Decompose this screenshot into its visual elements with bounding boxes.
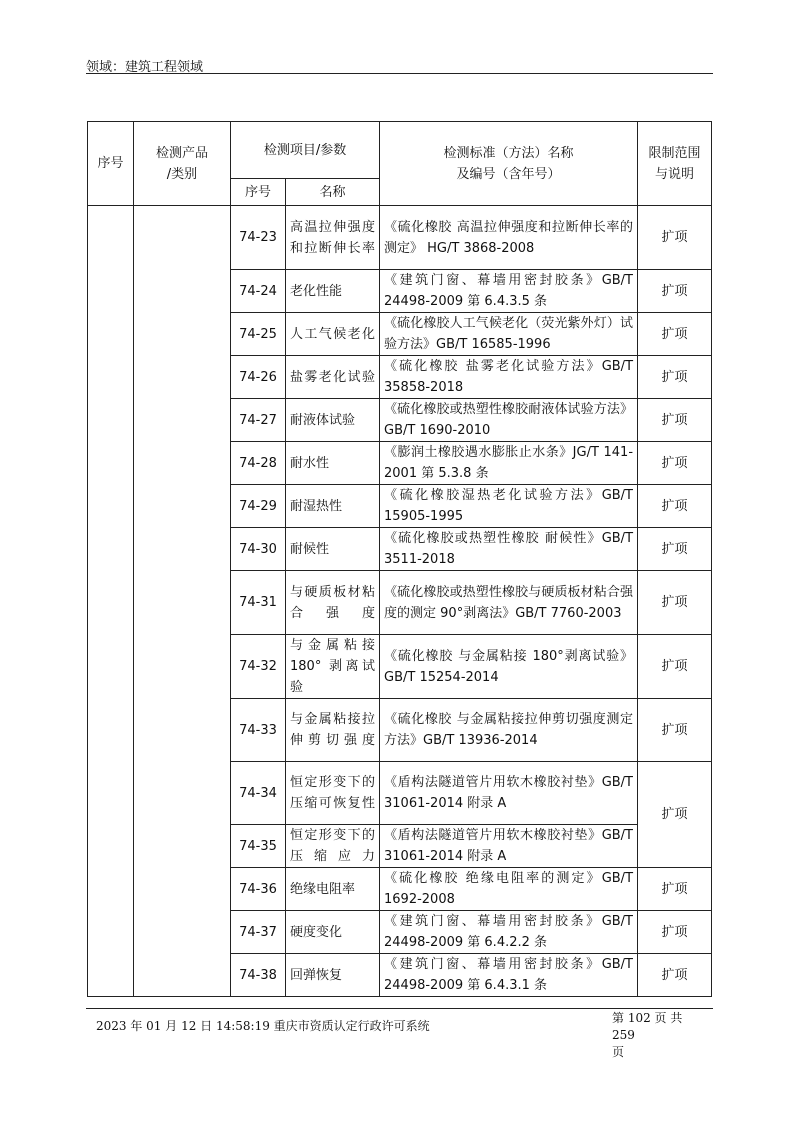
footer-page-number: 第 102 页 共 259 页	[612, 1011, 683, 1059]
item-no: 74-24	[231, 270, 286, 313]
item-standard: 《硫化橡胶 绝缘电阻率的测定》GB/T 1692-2008	[380, 868, 638, 911]
item-name: 耐水性	[286, 442, 380, 485]
item-limit: 扩项	[638, 399, 712, 442]
item-standard: 《硫化橡胶 与金属粘接 180°剥离试验》GB/T 15254-2014	[380, 635, 638, 699]
header-standard: 检测标准（方法）名称 及编号（含年号）	[380, 122, 638, 206]
header-category: 检测产品 /类别	[134, 122, 231, 206]
item-name: 高温拉伸强度和拉断伸长率	[286, 206, 380, 270]
item-name: 与金属粘接拉伸剪切强度	[286, 699, 380, 762]
item-name: 硬度变化	[286, 911, 380, 954]
item-limit: 扩项	[638, 528, 712, 571]
item-standard: 《建筑门窗、幕墙用密封胶条》GB/T 24498-2009 第 6.4.3.1 条	[380, 954, 638, 997]
item-no: 74-38	[231, 954, 286, 997]
item-limit: 扩项	[638, 911, 712, 954]
item-standard: 《盾构法隧道管片用软木橡胶衬垫》GB/T 31061-2014 附录 A	[380, 825, 638, 868]
footer-timestamp-system: 2023 年 01 月 12 日 14:58:19 重庆市资质认定行政许可系统	[96, 1019, 430, 1033]
item-standard: 《硫化橡胶或热塑性橡胶 耐候性》GB/T 3511-2018	[380, 528, 638, 571]
item-standard: 《硫化橡胶或热塑性橡胶耐液体试验方法》GB/T 1690-2010	[380, 399, 638, 442]
item-no: 74-34	[231, 762, 286, 825]
item-no: 74-33	[231, 699, 286, 762]
item-limit: 扩项	[638, 954, 712, 997]
header-item-name: 名称	[286, 179, 380, 206]
item-limit: 扩项	[638, 442, 712, 485]
item-name: 与硬质板材粘合强度	[286, 571, 380, 635]
item-no: 74-37	[231, 911, 286, 954]
item-name: 人工气候老化	[286, 313, 380, 356]
item-no: 74-23	[231, 206, 286, 270]
item-name: 与金属粘接180° 剥离试验	[286, 635, 380, 699]
item-standard: 《硫化橡胶人工气候老化（荧光紫外灯）试验方法》GB/T 16585-1996	[380, 313, 638, 356]
item-standard: 《硫化橡胶 与金属粘接拉伸剪切强度测定方法》GB/T 13936-2014	[380, 699, 638, 762]
item-name: 盐雾老化试验	[286, 356, 380, 399]
header-divider	[86, 73, 713, 74]
item-limit: 扩项	[638, 206, 712, 270]
item-no: 74-31	[231, 571, 286, 635]
item-limit: 扩项	[638, 356, 712, 399]
item-no: 74-32	[231, 635, 286, 699]
table-row	[88, 206, 712, 270]
header-seq: 序号	[88, 122, 134, 206]
item-no: 74-29	[231, 485, 286, 528]
item-limit: 扩项	[638, 762, 712, 868]
item-limit: 扩项	[638, 571, 712, 635]
item-limit: 扩项	[638, 485, 712, 528]
seq-cell	[88, 206, 134, 997]
item-standard: 《硫化橡胶湿热老化试验方法》GB/T 15905-1995	[380, 485, 638, 528]
item-standard: 《建筑门窗、幕墙用密封胶条》GB/T 24498-2009 第 6.4.3.5 条	[380, 270, 638, 313]
item-name: 耐候性	[286, 528, 380, 571]
item-limit: 扩项	[638, 699, 712, 762]
item-name: 回弹恢复	[286, 954, 380, 997]
footer-divider	[86, 1008, 713, 1009]
item-name: 老化性能	[286, 270, 380, 313]
item-standard: 《膨润土橡胶遇水膨胀止水条》JG/T 141-2001 第 5.3.8 条	[380, 442, 638, 485]
category-cell	[134, 206, 231, 997]
item-no: 74-28	[231, 442, 286, 485]
header-limit: 限制范围 与说明	[638, 122, 712, 206]
header-item-seq: 序号	[231, 179, 286, 206]
item-no: 74-26	[231, 356, 286, 399]
item-limit: 扩项	[638, 313, 712, 356]
item-no: 74-35	[231, 825, 286, 868]
item-no: 74-27	[231, 399, 286, 442]
item-standard: 《盾构法隧道管片用软木橡胶衬垫》GB/T 31061-2014 附录 A	[380, 762, 638, 825]
item-limit: 扩项	[638, 270, 712, 313]
item-name: 耐湿热性	[286, 485, 380, 528]
item-standard: 《硫化橡胶 高温拉伸强度和拉断伸长率的测定》 HG/T 3868-2008	[380, 206, 638, 270]
item-standard: 《硫化橡胶或热塑性橡胶与硬质板材粘合强度的测定 90°剥离法》GB/T 7760-2003	[380, 571, 638, 635]
item-standard: 《建筑门窗、幕墙用密封胶条》GB/T 24498-2009 第 6.4.2.2 条	[380, 911, 638, 954]
item-limit: 扩项	[638, 635, 712, 699]
item-limit: 扩项	[638, 868, 712, 911]
page-header-domain: 领域：建筑工程领域	[86, 60, 204, 75]
item-name: 绝缘电阻率	[286, 868, 380, 911]
item-no: 74-25	[231, 313, 286, 356]
item-name: 耐液体试验	[286, 399, 380, 442]
item-name: 恒定形变下的压缩应力	[286, 825, 380, 868]
item-no: 74-36	[231, 868, 286, 911]
item-no: 74-30	[231, 528, 286, 571]
item-name: 恒定形变下的压缩可恢复性	[286, 762, 380, 825]
test-items-table	[87, 121, 712, 997]
header-item-group: 检测项目/参数	[231, 122, 380, 179]
item-standard: 《硫化橡胶 盐雾老化试验方法》GB/T 35858-2018	[380, 356, 638, 399]
